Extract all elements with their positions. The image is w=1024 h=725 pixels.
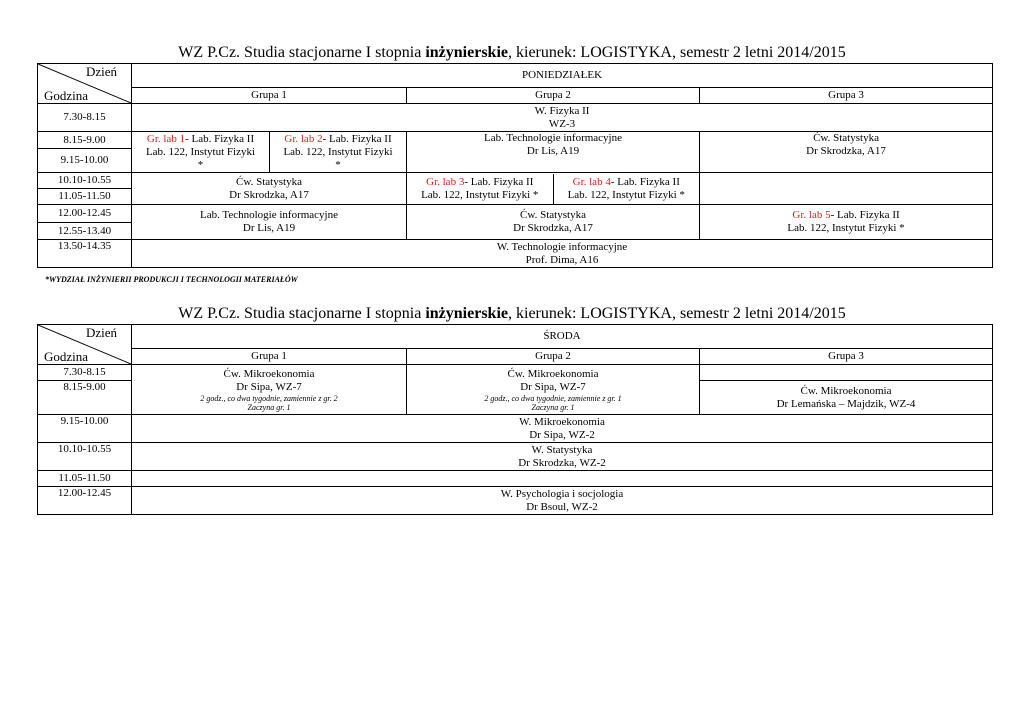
time-slot: 10.10-10.55 <box>38 173 132 189</box>
class-cell-w-fizyka: W. Fizyka II WZ-3 <box>132 104 993 132</box>
time-slot: 8.15-9.00 <box>38 381 132 415</box>
time-slot: 11.05-11.50 <box>38 471 132 487</box>
class-cell-cw-mikro-g2: Ćw. Mikroekonomia Dr Sipa, WZ-7 2 godz., co dwa tygodnie, zamiennie z gr. 1 Zaczyna gr. 1 <box>407 365 700 415</box>
corner-cell <box>38 325 132 365</box>
corner-hour-label: Godzina <box>44 349 89 364</box>
class-cell-w-psych: W. Psychologia i socjologia Dr Bsoul, WZ-2 <box>132 487 993 515</box>
time-slot: 12.00-12.45 <box>38 487 132 515</box>
corner-day-label: Dzień <box>85 64 117 79</box>
time-slot: 12.55-13.40 <box>38 223 132 240</box>
class-cell-cw-stat-g2: Ćw. Statystyka Dr Skrodzka, A17 <box>407 205 700 240</box>
time-slot: 10.10-10.55 <box>38 443 132 471</box>
group-2-header: Grupa 2 <box>407 349 700 365</box>
class-cell-lab2: Gr. lab 2- Lab. Fizyka II Lab. 122, Instytut Fizyki * <box>270 132 407 173</box>
corner-hour-label: Godzina <box>44 88 89 103</box>
class-cell-empty <box>700 365 993 381</box>
class-cell-cw-stat-g3: Ćw. Statystyka Dr Skrodzka, A17 <box>700 132 993 173</box>
corner-day-label: Dzień <box>85 325 117 340</box>
time-slot: 9.15-10.00 <box>38 149 132 173</box>
class-cell-empty <box>700 173 993 205</box>
time-slot: 12.00-12.45 <box>38 205 132 223</box>
group-3-header: Grupa 3 <box>700 349 993 365</box>
time-slot: 7.30-8.15 <box>38 365 132 381</box>
wednesday-schedule-table <box>37 324 993 515</box>
schedule-title-monday: WZ P.Cz. Studia stacjonarne I stopnia inżynierskie, kierunek: LOGISTYKA, semestr 2 letni 2014/2015 <box>178 44 846 61</box>
class-cell-lab1: Gr. lab 1- Lab. Fizyka II Lab. 122, Instytut Fizyki * <box>132 132 270 173</box>
time-slot: 11.05-11.50 <box>38 189 132 205</box>
group-2-header: Grupa 2 <box>407 88 700 104</box>
class-cell-w-mikro: W. Mikroekonomia Dr Sipa, WZ-2 <box>132 415 993 443</box>
class-cell-lab-ti-g2: Lab. Technologie informacyjne Dr Lis, A19 <box>407 132 700 173</box>
class-cell-lab4: Gr. lab 4- Lab. Fizyka II Lab. 122, Instytut Fizyki * <box>567 175 685 201</box>
group-3-header: Grupa 3 <box>700 88 993 104</box>
class-cell-empty <box>132 471 993 487</box>
footnote: *WYDZIAŁ INŻYNIERII PRODUKCJI I TECHNOLOGII MATERIAŁÓW <box>45 275 298 284</box>
class-cell-cw-mikro-g3: Ćw. Mikroekonomia Dr Lemańska – Majdzik, WZ-4 <box>700 381 993 415</box>
corner-cell <box>38 64 132 104</box>
class-cell-w-stat: W. Statystyka Dr Skrodzka, WZ-2 <box>132 443 993 471</box>
monday-schedule-table <box>37 63 993 268</box>
group-1-header: Grupa 1 <box>132 349 407 365</box>
class-cell-cw-mikro-g1: Ćw. Mikroekonomia Dr Sipa, WZ-7 2 godz., co dwa tygodnie, zamiennie z gr. 2 Zaczyna gr. 1 <box>132 365 407 415</box>
class-cell-w-ti: W. Technologie informacyjne Prof. Dima, A16 <box>132 240 993 268</box>
time-slot: 8.15-9.00 <box>38 132 132 149</box>
class-cell-lab-ti-g1: Lab. Technologie informacyjne Dr Lis, A19 <box>132 205 407 240</box>
group-1-header: Grupa 1 <box>132 88 407 104</box>
schedule-title-wednesday: WZ P.Cz. Studia stacjonarne I stopnia inżynierskie, kierunek: LOGISTYKA, semestr 2 letni 2014/2015 <box>178 305 846 322</box>
time-slot: 13.50-14.35 <box>38 240 132 268</box>
class-cell-g2-labs <box>407 173 700 205</box>
time-slot: 9.15-10.00 <box>38 415 132 443</box>
time-slot: 7.30-8.15 <box>38 104 132 132</box>
day-heading-monday: PONIEDZIAŁEK <box>132 64 993 88</box>
class-cell-lab3: Gr. lab 3- Lab. Fizyka II Lab. 122, Instytut Fizyki * <box>407 174 553 204</box>
class-cell-lab5: Gr. lab 5- Lab. Fizyka II Lab. 122, Instytut Fizyki * <box>700 205 993 240</box>
class-cell-cw-stat-g1: Ćw. Statystyka Dr Skrodzka, A17 <box>132 173 407 205</box>
day-heading-wednesday: ŚRODA <box>132 325 993 349</box>
